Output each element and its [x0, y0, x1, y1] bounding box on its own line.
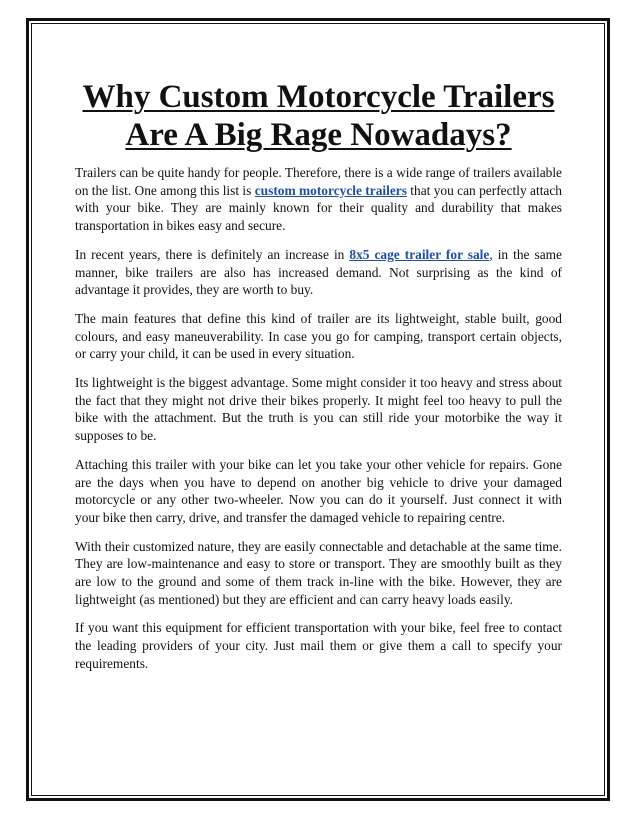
paragraph-features: The main features that define this kind of trailer are its lightweight, stable built, good colours, and easy maneuverability. In case you go for camping, transport certain objects, or carry your child, it can be used in every situation.: [75, 310, 562, 362]
title-line-2: Are A Big Rage Nowadays?: [125, 117, 512, 153]
document-body: [75, 78, 562, 684]
title-line-1: Why Custom Motorcycle Trailers: [82, 79, 555, 115]
paragraph-lightweight: Its lightweight is the biggest advantage. Some might consider it too heavy and stress about the fact that they might not drive their bikes properly. It might feel too heavy to pull the bike with the attachment. But the truth is you can still ride your motorbike the way it supposes to be.: [75, 375, 562, 444]
paragraph-text: , in the same manner, bike trailers are also has increased demand. Not surprising as the kind of advantage it provides, they are worth to buy.: [75, 246, 562, 298]
paragraph-demand: [75, 246, 562, 299]
paragraph-text: that you can perfectly attach with your bike. They are mainly known for their quality and durability that makes transportation in bikes easy and secure.: [75, 182, 563, 234]
custom-motorcycle-trailers-link[interactable]: custom motorcycle trailers: [254, 182, 407, 198]
paragraph-text: In recent years, there is definitely an increase in: [75, 246, 350, 262]
paragraph-repairs: Attaching this trailer with your bike can let you take your other vehicle for repairs. Gone are the days when you have to depend on another big vehicle to drive your damaged motorcycle or any other two-wheeler. Now you can do it yourself. Just connect it with your bike then carry, drive, and transfer the damaged vehicle to repairing centre.: [75, 456, 562, 525]
document-title: [75, 78, 562, 154]
paragraph-intro: [75, 164, 562, 235]
paragraph-contact: If you want this equipment for efficient transportation with your bike, feel free to contact the leading providers of your city. Just mail them or give them a call to specify your requirements.: [75, 620, 562, 671]
paragraph-customized: With their customized nature, they are easily connectable and detachable at the same time. They are low-maintenance and easy to store or transport. They are smoothly built as they are low to the ground and some of them track in-line with the bike. However, they are lightweight (as mentioned) but they are efficient and can carry heavy loads easily.: [75, 538, 562, 607]
paragraph-text: Trailers can be quite handy for people. Therefore, there is a wide range of trailers available on the list. One among this list is: [75, 165, 562, 198]
cage-trailer-for-sale-link[interactable]: 8x5 cage trailer for sale: [349, 246, 490, 262]
